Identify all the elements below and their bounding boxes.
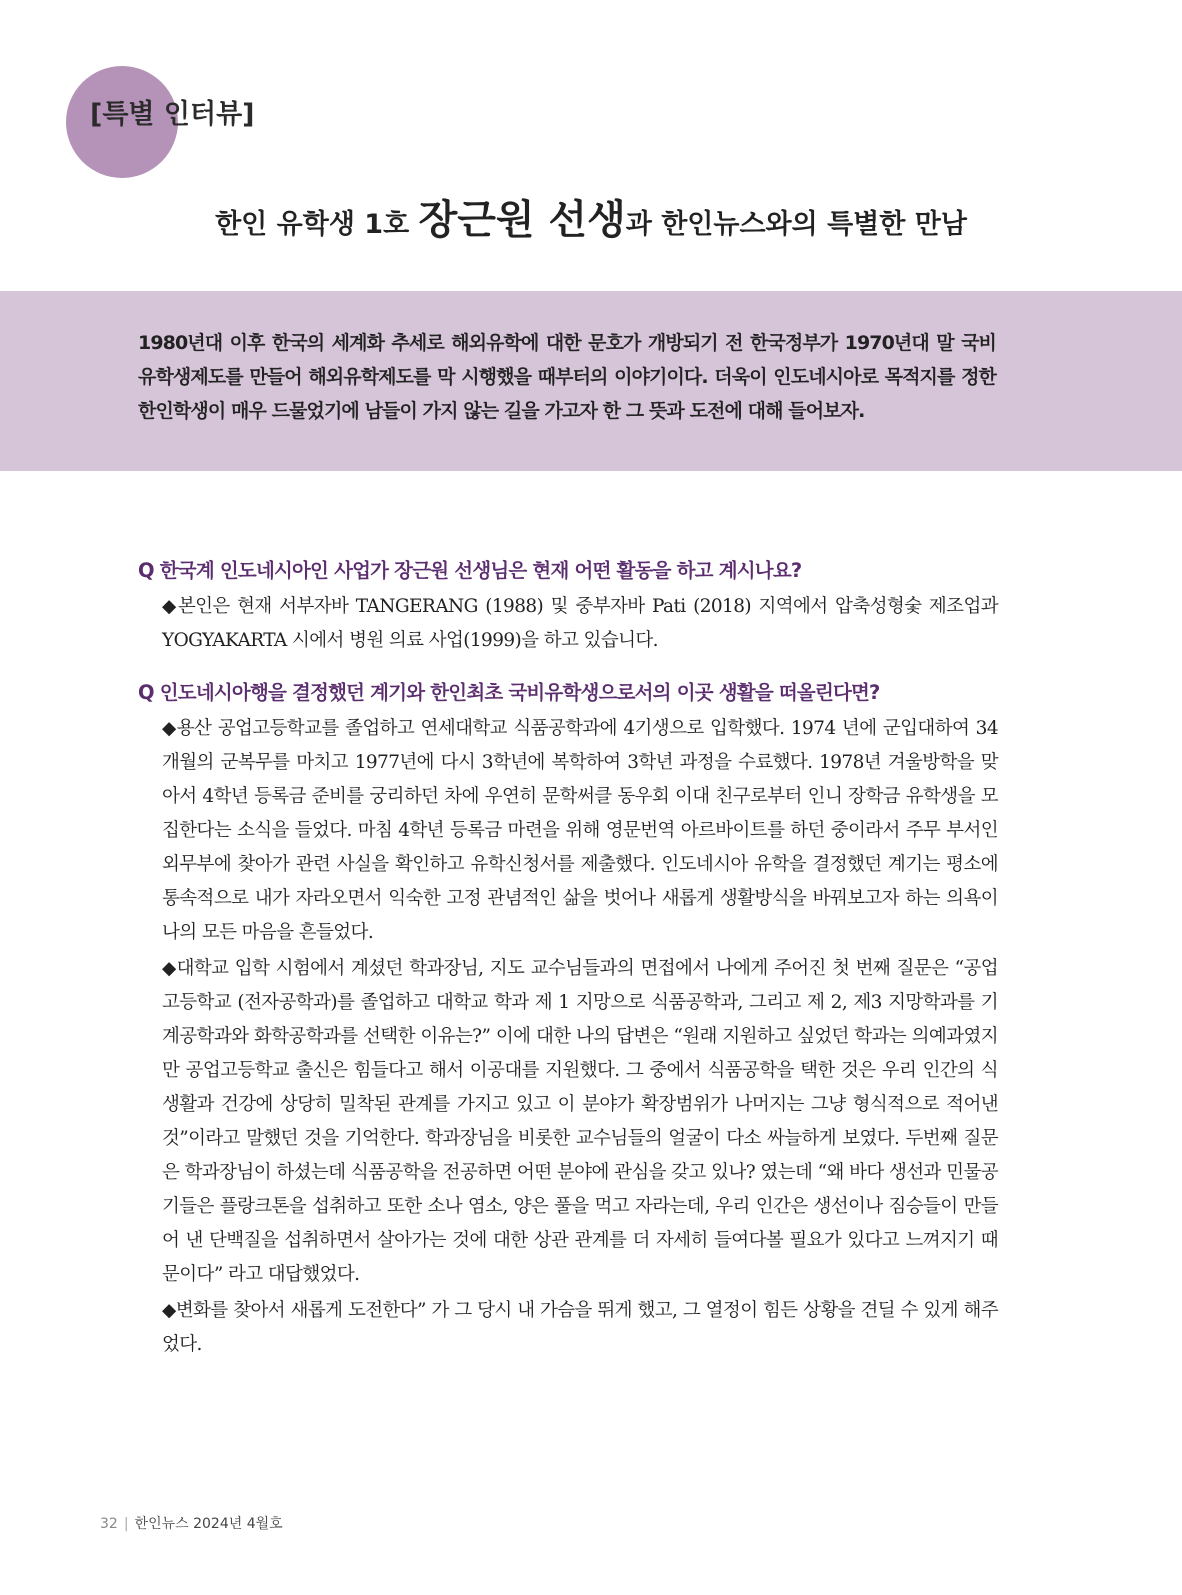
- answer-2-3: ◆변화를 찾아서 새롭게 도전한다” 가 그 당시 내 가슴을 뛰게 했고, 그 열정이 힘든 상황을 견딜 수 있게 해주었다.: [162, 1300, 998, 1355]
- title-part1: 한인 유학생 1호: [215, 209, 419, 240]
- page-footer: [100, 1513, 283, 1533]
- article-title: [0, 188, 1182, 245]
- answer-2-2: ◆대학교 입학 시험에서 계셨던 학과장님, 지도 교수님들과의 면접에서 나에게 주어진 첫 번째 질문은 “공업고등학교 (전자공학과)를 졸업하고 대학교 학과 제 1 지망으로 식품공학과, 그리고 제 2, 제3 지망학과를 기계공학과와 화학공학과를 선택한 이유는?” 이에 대한 나의 답변은 “원래 지원하고 싶었던 학과는 의예과였지만 공업고등학교 출신은 힘들다고 해서 이공대를 지원했다. 그 중에서 식품공학을 택한 것은 우리 인간의 식생활과 건강에 상당히 밀착된 관계를 가지고 있고 이 분야가 확장범위가 나머지는 그냥 형식적으로 적어낸 것”이라고 말했던 것을 기억한다. 학과장님을 비롯한 교수님들의 얼굴이 다소 싸늘하게 보였다. 두번째 질문은 학과장님이 하셨는데 식품공학을 전공하면 어떤 분야에 관심을 갖고 있나? 였는데 “왜 바다 생선과 민물공기들은 플랑크톤을 섭취하고 또한 소나 염소, 양은 풀을 먹고 자라는데, 우리 인간은 생선이나 짐승들이 만들어 낸 단백질을 섭취하면서 살아가는 것에 대한 상관 관계를 더 자세히 들여다볼 필요가 있다고 느껴지기 때문이다” 라고 대답했었다.: [162, 958, 998, 1285]
- footer-separator: |: [123, 1516, 129, 1532]
- interview-body: [138, 556, 998, 1362]
- title-part2: 과 한인뉴스와의 특별한 만남: [625, 209, 967, 240]
- question-1: Q 한국계 인도네시아인 사업가 장근원 선생님은 현재 어떤 활동을 하고 계시나요?: [138, 559, 802, 582]
- lead-paragraph: 1980년대 이후 한국의 세계화 추세로 해외유학에 대한 문호가 개방되기 전 한국정부가 1970년대 말 국비 유학생제도를 만들어 해외유학제도를 막 시행했을 때부터의 이야기이다. 더욱이 인도네시아로 목적지를 정한 한인학생이 매우 드물었기에 남들이 가지 않는 길을 가고자 한 그 뜻과 도전에 대해 들어보자.: [138, 332, 996, 422]
- title-emphasis: 장근원 선생: [418, 197, 626, 243]
- answer-2-1: ◆용산 공업고등학교를 졸업하고 연세대학교 식품공학과에 4기생으로 입학했다. 1974 년에 군입대하여 34개월의 군복무를 마치고 1977년에 다시 3학년에 복학하여 3학년 과정을 수료했다. 1978년 겨울방학을 맞아서 4학년 등록금 준비를 궁리하던 차에 우연히 문학써클 동우회 이대 친구로부터 인니 장학금 유학생을 모집한다는 소식을 들었다. 마침 4학년 등록금 마련을 위해 영문번역 아르바이트를 하던 중이라서 주무 부서인 외무부에 찾아가 관련 사실을 확인하고 유학신청서를 제출했다. 인도네시아 유학을 결정했던 계기는 평소에 통속적으로 내가 자라오면서 익숙한 고정 관념적인 삶을 벗어나 새롭게 생활방식을 바꿔보고자 하는 의욕이 나의 모든 마음을 흔들었다.: [162, 718, 998, 943]
- section-badge: [특별 인터뷰]: [90, 99, 255, 130]
- answer-1-1: ◆본인은 현재 서부자바 TANGERANG (1988) 및 중부자바 Pati (2018) 지역에서 압축성형숯 제조업과 YOGYAKARTA 시에서 병원 의료 사업(1999)을 하고 있습니다.: [162, 596, 998, 651]
- publication-name: 한인뉴스 2024년 4월호: [134, 1516, 283, 1532]
- page-number: 32: [100, 1516, 118, 1532]
- question-2: Q 인도네시아행을 결정했던 계기와 한인최초 국비유학생으로서의 이곳 생활을 떠올린다면?: [138, 681, 880, 704]
- section-gap: [138, 658, 998, 678]
